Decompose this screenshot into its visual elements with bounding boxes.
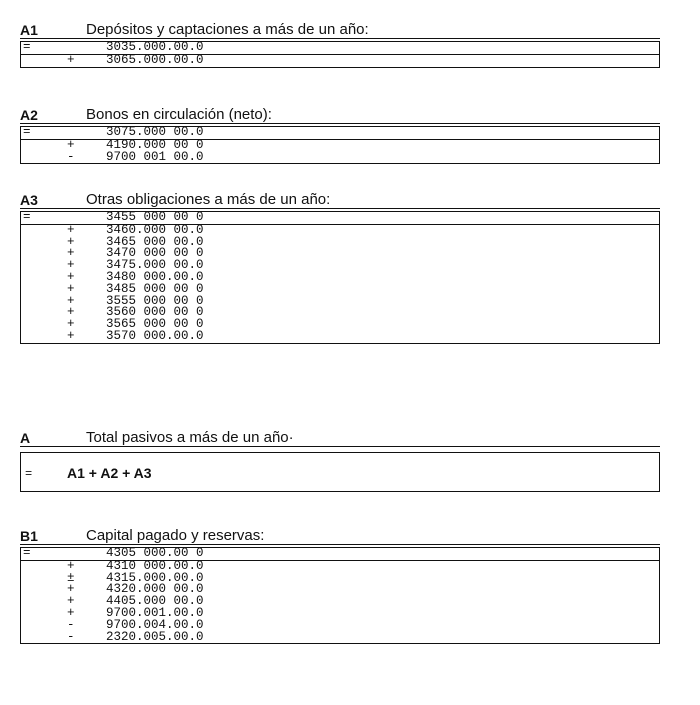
account-code: 3065.000.00.0 [106,52,204,67]
list-item [21,52,659,67]
section-b1 [20,528,660,644]
row-operator: + [67,52,75,67]
account-code: 2320.005.00.0 [106,629,204,644]
list-item [21,328,659,343]
section-a-total [20,430,660,492]
row-operator: - [67,617,75,632]
account-code: 4305 000.00 0 [106,546,204,560]
row-operator: + [67,269,75,284]
row-operator: = [23,210,31,224]
account-codes-box [20,547,660,644]
row-operator: + [67,137,75,152]
section-code: A2 [20,107,38,123]
account-code: 3470 000 00 0 [106,246,204,261]
row-operator: - [67,629,75,644]
row-operator: = [23,546,31,560]
account-code: 4310 000.00.0 [106,558,204,573]
section-title: Total pasivos a más de un año· [86,429,294,446]
row-operator: + [67,317,75,332]
row-operator: + [67,234,75,249]
row-operator: + [67,328,75,343]
row-operator: + [67,222,75,237]
account-code: 3555 000 00 0 [106,293,204,308]
row-operator: + [67,246,75,261]
account-code: 9700.004.00.0 [106,617,204,632]
account-codes-box [20,41,660,68]
account-code: 3460.000 00.0 [106,222,204,237]
section-title: Bonos en circulación (neto): [86,106,272,123]
account-code: 3465 000 00.0 [106,234,204,249]
section-title: Depósitos y captaciones a más de un año: [86,21,369,38]
section-a2 [20,107,660,164]
section-header [20,528,660,545]
section-code: A1 [20,22,38,38]
row-operator: + [67,281,75,296]
account-code: 3485 000 00 0 [106,281,204,296]
section-header [20,430,660,447]
account-code: 4190.000 00 0 [106,137,204,152]
account-code: 9700 001 00.0 [106,149,204,164]
account-code: 4315.000.00.0 [106,570,204,585]
account-code: 9700.001.00.0 [106,605,204,620]
section-header [20,192,660,209]
account-code: 3035.000.00.0 [106,40,204,54]
row-operator: + [67,258,75,273]
section-a3 [20,192,660,344]
account-code: 3455 000 00 0 [106,210,204,224]
formula-box [20,452,660,492]
section-code: A [20,430,31,446]
account-code: 4405.000 00.0 [106,594,204,609]
section-a1 [20,22,660,68]
list-item [21,629,659,644]
list-item [21,149,659,164]
account-code: 3475.000 00.0 [106,258,204,273]
formula-operator: = [25,467,33,481]
account-code: 3565 000 00 0 [106,317,204,332]
account-code: 4320.000 00.0 [106,582,204,597]
account-code: 3560 000 00 0 [106,305,204,320]
row-operator: ± [67,570,75,585]
section-code: A3 [20,192,38,208]
section-header [20,107,660,124]
account-code: 3570 000.00.0 [106,328,204,343]
account-codes-box [20,126,660,164]
row-operator: + [67,594,75,609]
row-operator: + [67,605,75,620]
section-title: Otras obligaciones a más de un año: [86,191,331,208]
section-title: Capital pagado y reservas: [86,527,265,544]
account-code: 3075.000 00.0 [106,125,204,139]
section-code: B1 [20,528,38,544]
formula-expression: A1 + A2 + A3 [67,465,152,481]
row-operator: + [67,582,75,597]
row-operator: + [67,293,75,308]
section-header [20,22,660,39]
row-operator: - [67,149,75,164]
row-operator: + [67,305,75,320]
account-code: 3480 000.00.0 [106,269,204,284]
row-operator: = [23,125,31,139]
row-operator: + [67,558,75,573]
row-operator: = [23,40,31,54]
account-codes-box [20,211,660,344]
